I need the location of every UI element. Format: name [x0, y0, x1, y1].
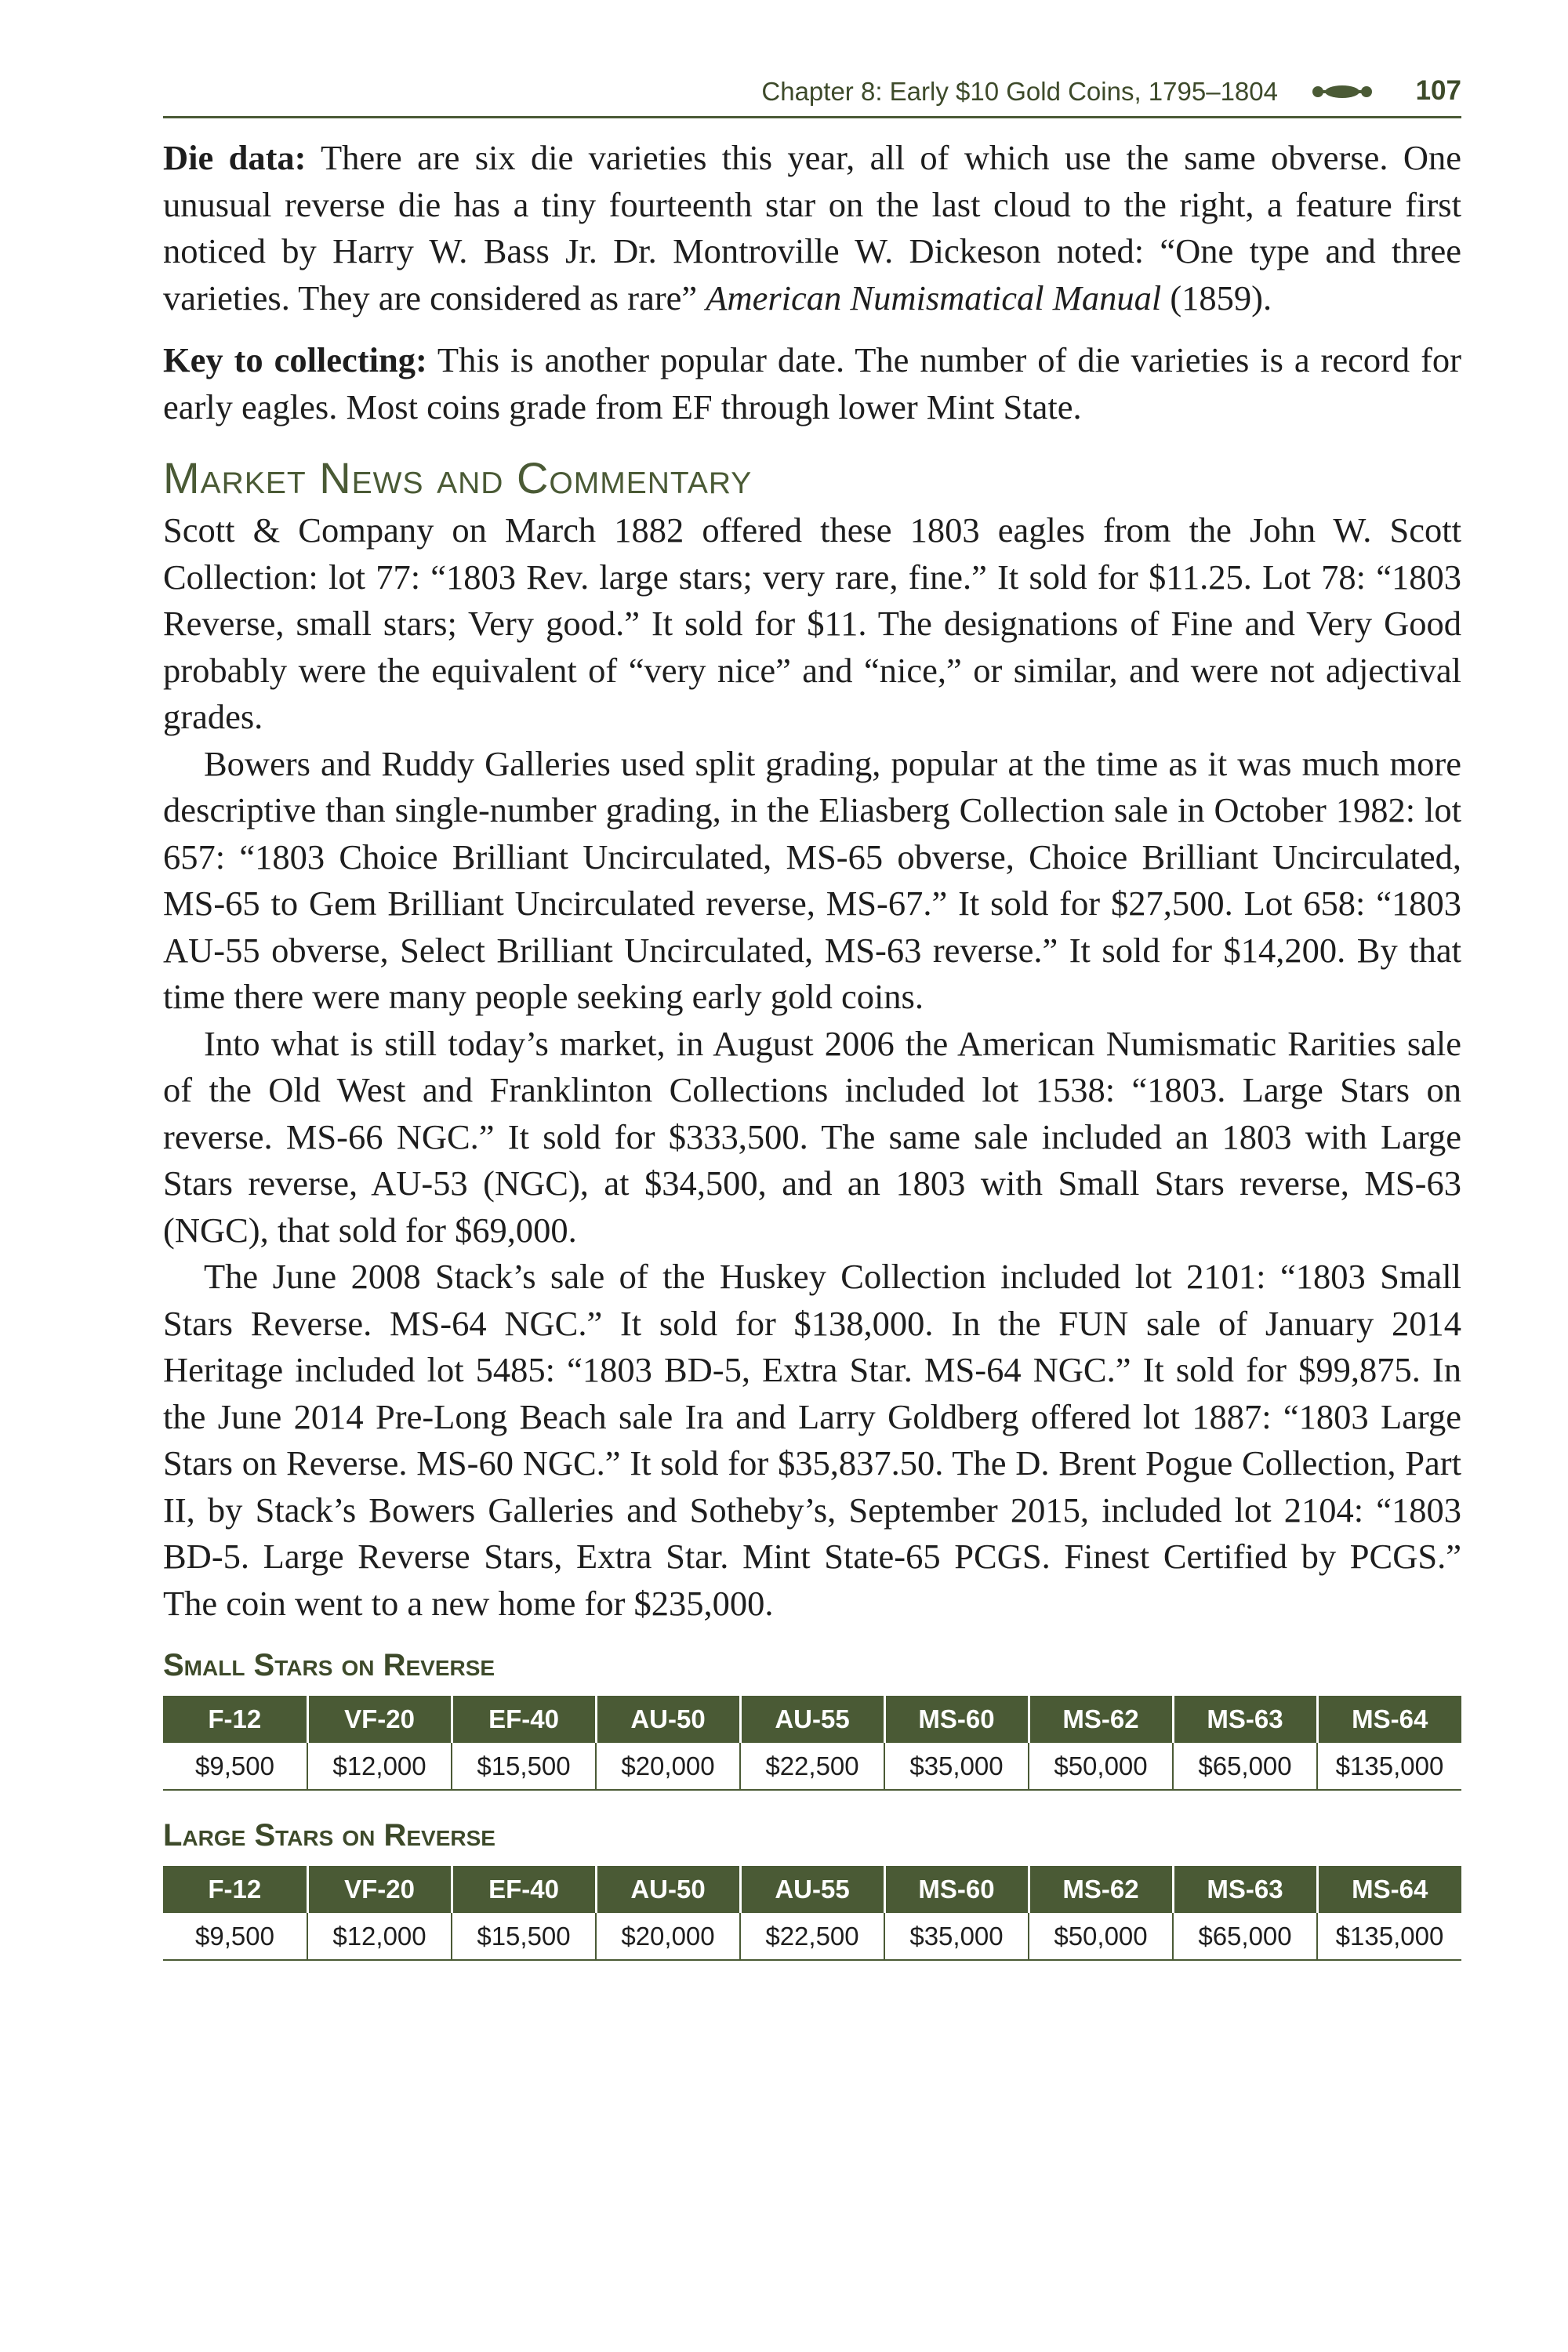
grade-header: MS-64: [1317, 1866, 1461, 1913]
large-stars-heading: Large Stars on Reverse: [163, 1818, 495, 1853]
price-cell: $50,000: [1029, 1743, 1173, 1791]
small-stars-price-table: [163, 1696, 1461, 1791]
ornament-icon: [1311, 83, 1374, 100]
grade-header: AU-55: [740, 1866, 884, 1913]
grade-header: EF-40: [452, 1866, 596, 1913]
chapter-title: Chapter 8: Early $10 Gold Coins, 1795–1804: [761, 77, 1278, 106]
price-cell: $65,000: [1173, 1913, 1317, 1961]
price-cell: $9,500: [163, 1743, 307, 1791]
grade-header: MS-63: [1173, 1696, 1317, 1743]
price-cell: $35,000: [884, 1743, 1029, 1791]
price-cell: $22,500: [740, 1913, 884, 1961]
grade-header: AU-50: [596, 1866, 740, 1913]
grade-header: F-12: [163, 1866, 307, 1913]
price-cell: $35,000: [884, 1913, 1029, 1961]
price-cell: $12,000: [307, 1743, 452, 1791]
market-paragraph-2: Bowers and Ruddy Galleries used split grading, popular at the time as it was much more descriptive than single-number grading, in the Eliasberg Collection sale in October 1982: lot 657: “1803 Choice Brilliant Uncirculated, MS-65 obverse, Choice Brilliant Uncirculated, MS-65 to Gem Brilliant Uncirculated reverse, MS-67.” It sold for $27,500. Lot 658: “1803 AU-55 obverse, Select Brilliant Uncirculated, MS-63 reverse.” It sold for $14,200. By that time there were many people seeking early gold coins.: [163, 743, 1461, 1016]
large-stars-table-block: [163, 1866, 1461, 1961]
grade-header-row: [163, 1866, 1461, 1913]
price-cell: $20,000: [596, 1743, 740, 1791]
grade-header: MS-64: [1317, 1696, 1461, 1743]
price-cell: $135,000: [1317, 1743, 1461, 1791]
price-cell: $50,000: [1029, 1913, 1173, 1961]
grade-header: MS-63: [1173, 1866, 1317, 1913]
running-header: [163, 72, 1461, 118]
grade-header: F-12: [163, 1696, 307, 1743]
body-text: [163, 135, 1461, 1987]
grade-header: MS-62: [1029, 1696, 1173, 1743]
key-text: This is another popular date. The number of die varieties is a record for early eagles. Most coins grade from EF through lower Mint State.: [163, 340, 1461, 426]
grade-header: MS-60: [884, 1866, 1029, 1913]
market-paragraph-1: Scott & Company on March 1882 offered these 1803 eagles from the John W. Scott Collection: lot 77: “1803 Rev. large stars; very rare, fine.” It sold for $11.25. Lot 78: “1803 Reverse, small stars; Very good.” It sold for $11. The designations of Fine and Very Good probably were the equivalent of “very nice” and “nice,” or similar, and were not adjectival grades.: [163, 510, 1461, 736]
die-data-label: Die data:: [163, 138, 307, 177]
price-cell: $22,500: [740, 1743, 884, 1791]
small-stars-heading: Small Stars on Reverse: [163, 1648, 495, 1682]
die-data-paragraph: [163, 135, 1461, 321]
price-cell: $20,000: [596, 1913, 740, 1961]
grade-header: AU-55: [740, 1696, 884, 1743]
die-data-text: There are six die varieties this year, all of which use the same obverse. One unusual reverse die has a tiny fourteenth star on the last cloud to the right, a feature first noticed by Harry W. Bass Jr. Dr. Montroville W. Dickeson noted: “One type and three varieties. They are considered as rare”: [163, 138, 1461, 318]
die-data-tail: (1859).: [1161, 278, 1272, 318]
market-paragraph-4: The June 2008 Stack’s sale of the Huskey Collection included lot 2101: “1803 Small Stars Reverse. MS-64 NGC.” It sold for $138,000. In the FUN sale of January 2014 Heritage included lot 5485: “1803 BD-5, Extra Star. MS-64 NGC.” It sold for $99,875. In the June 2014 Pre-Long Beach sale Ira and Larry Goldberg offered lot 1887: “1803 Large Stars on Reverse. MS-60 NGC.” It sold for $35,837.50. The D. Brent Pogue Collection, Part II, by Stack’s Bowers Galleries and Sotheby’s, September 2015, included lot 2104: “1803 BD-5. Large Reverse Stars, Extra Star. Mint State-65 PCGS. Finest Certified by PCGS.” The coin went to a new home for $235,000.: [163, 1257, 1461, 1623]
page-number: 107: [1415, 75, 1461, 106]
book-title: American Numismatical Manual: [706, 278, 1162, 318]
grade-header: MS-62: [1029, 1866, 1173, 1913]
price-cell: $135,000: [1317, 1913, 1461, 1961]
price-row: [163, 1743, 1461, 1791]
key-label: Key to collecting:: [163, 340, 427, 379]
large-stars-price-table: [163, 1866, 1461, 1961]
price-cell: $15,500: [452, 1913, 596, 1961]
grade-header: AU-50: [596, 1696, 740, 1743]
market-paragraph-3: Into what is still today’s market, in August 2006 the American Numismatic Rarities sale of the Old West and Franklinton Collections included lot 1538: “1803. Large Stars on reverse. MS-66 NGC.” It sold for $333,500. The same sale included an 1803 with Large Stars reverse, AU-53 (NGC), at $34,500, and an 1803 with Small Stars reverse, MS-63 (NGC), that sold for $69,000.: [163, 1023, 1461, 1250]
key-to-collecting-paragraph: [163, 337, 1461, 430]
price-cell: $12,000: [307, 1913, 452, 1961]
grade-header: EF-40: [452, 1696, 596, 1743]
grade-header-row: [163, 1696, 1461, 1743]
grade-header: VF-20: [307, 1866, 452, 1913]
market-news-heading: Market News and Commentary: [163, 453, 753, 503]
small-stars-table-block: [163, 1696, 1461, 1791]
price-row: [163, 1913, 1461, 1961]
grade-header: VF-20: [307, 1696, 452, 1743]
grade-header: MS-60: [884, 1696, 1029, 1743]
price-cell: $9,500: [163, 1913, 307, 1961]
price-cell: $15,500: [452, 1743, 596, 1791]
price-cell: $65,000: [1173, 1743, 1317, 1791]
